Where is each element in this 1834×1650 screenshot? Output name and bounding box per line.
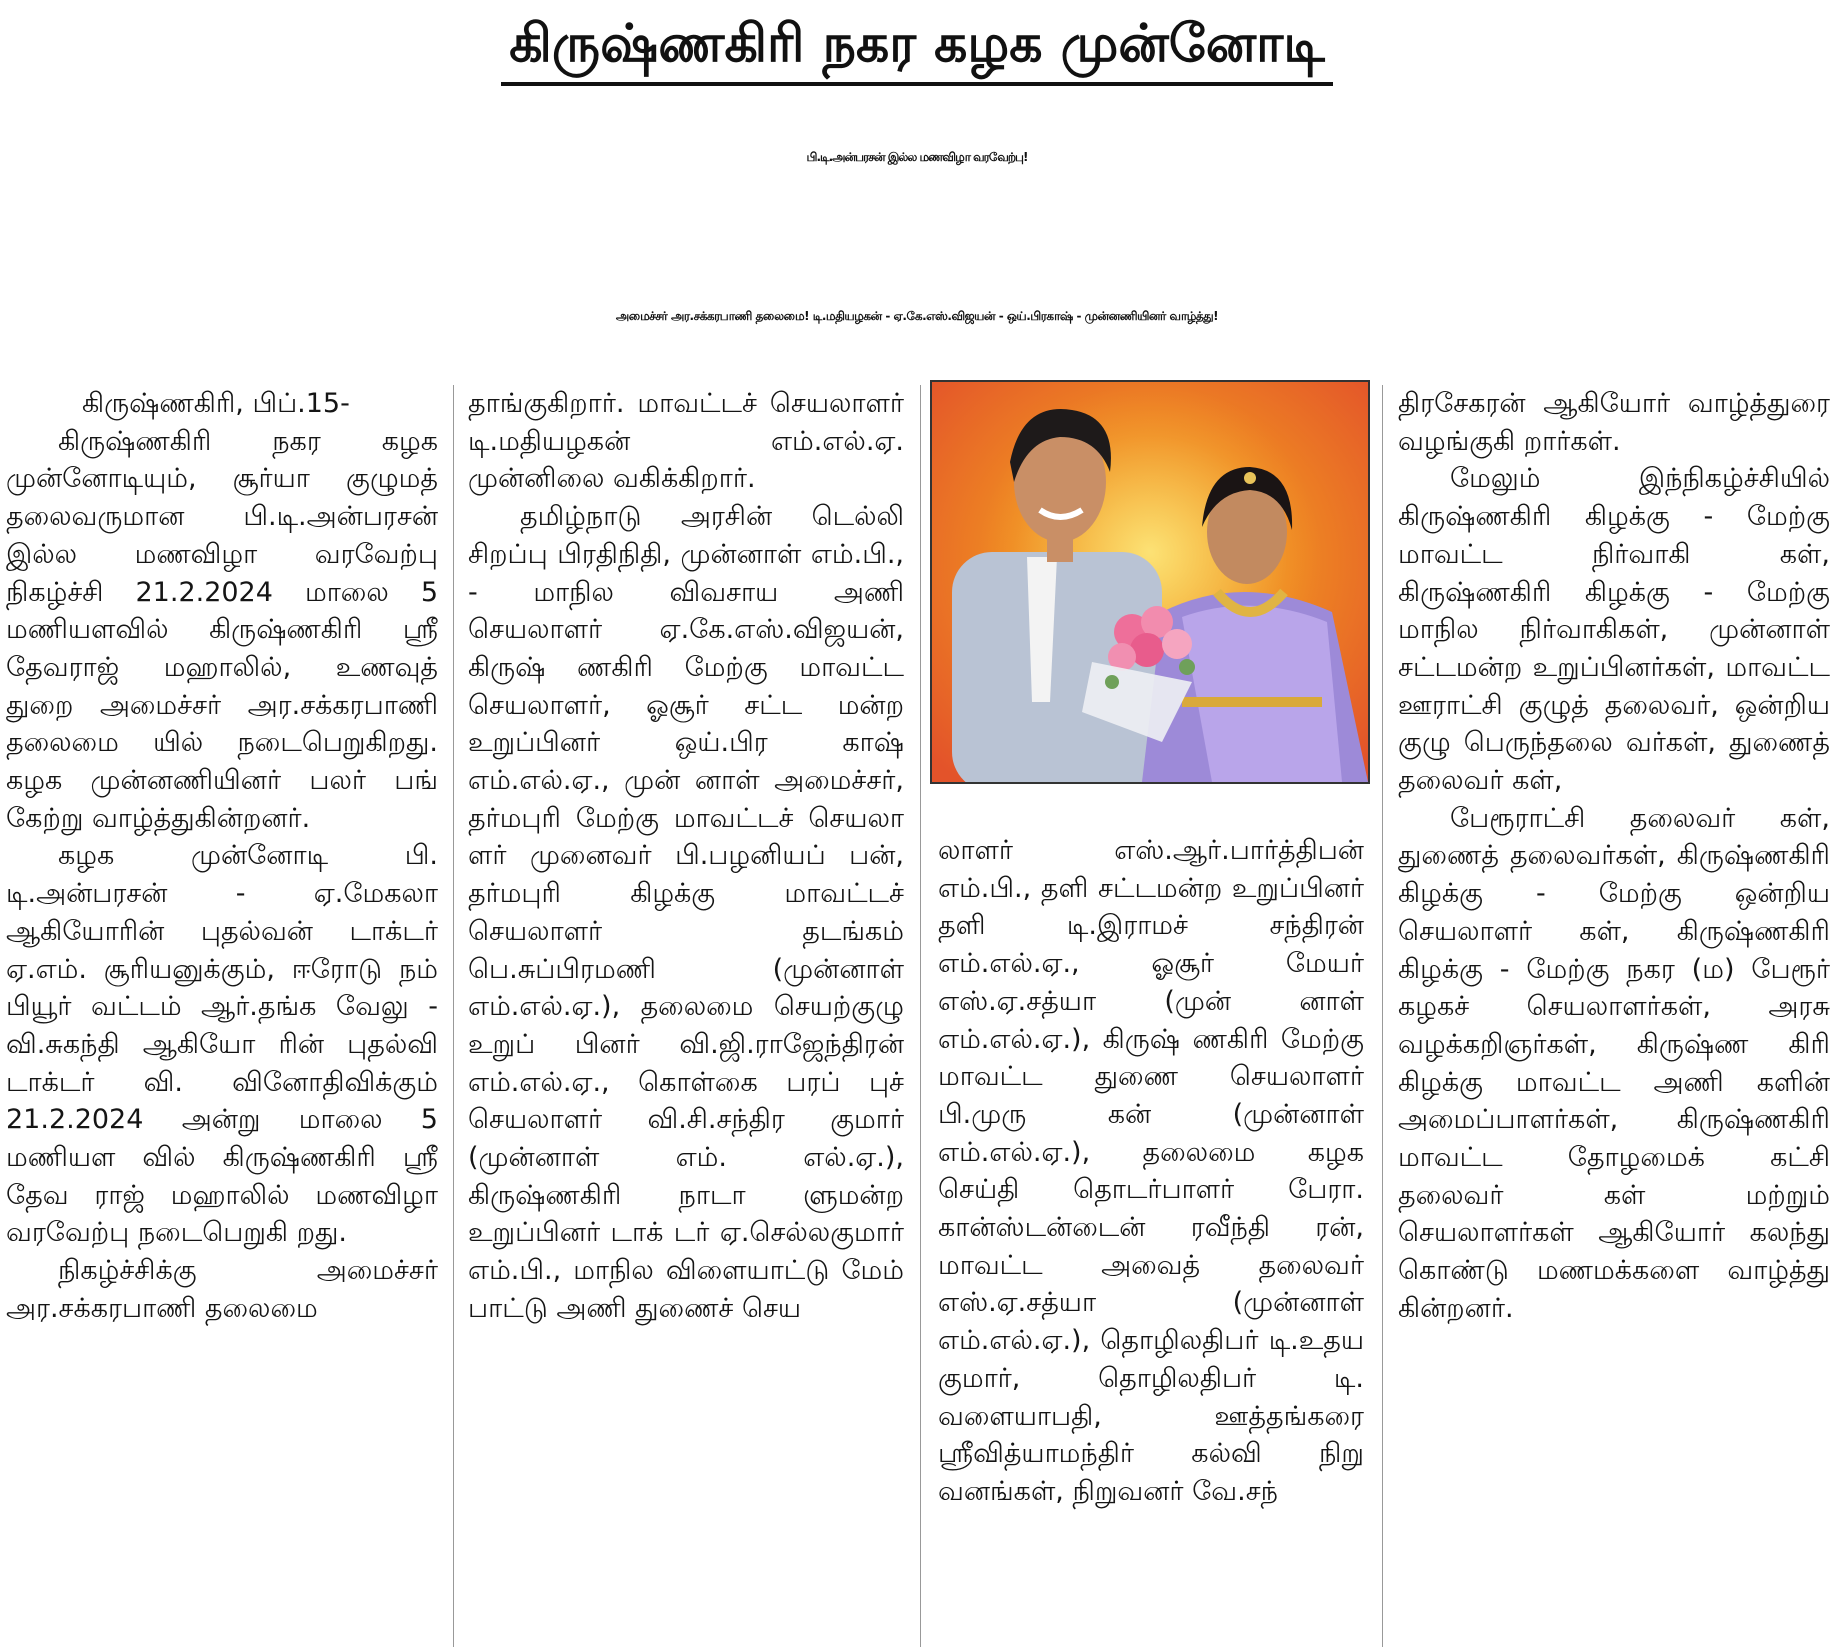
paragraph: திரசேகரன் ஆகியோர் வாழ்த்துரை வழங்குகி றார்கள். [1398,388,1830,457]
article-column-1 [6,385,438,1647]
column-divider [1382,385,1383,1647]
paragraph: பேரூராட்சி தலைவர் கள், துணைத் தலைவர்கள், கிருஷ்ணகிரி கிழக்கு - மேற்கு ஒன்றிய செயலாளர் கள், கிருஷ்ணகிரி கிழக்கு - மேற்கு நகர (ம) பேரூர் கழகச் செயலாளர்கள், அரசு வழக்கறிஞர்கள், கிருஷ்ண கிரி கிழக்கு மாவட்ட அணி களின் அமைப்பாளர்கள், கிருஷ்ணகிரி மாவட்ட தோழமைக் கட்சி தலைவர் கள் மற்றும் செயலாளர்கள் ஆகியோர் கலந்து கொண்டு மணமக்களை வாழ்த்து கின்றனர். [1398,802,1830,1324]
article-column-2 [468,385,904,1647]
couple-portrait-image [932,382,1368,782]
paragraph: தமிழ்நாடு அரசின் டெல்லி சிறப்பு பிரதிநிதி, முன்னாள் எம்.பி., - மாநில விவசாய அணி செயலாளர் ஏ.கே.எஸ்.விஜயன், கிருஷ் ணகிரி மேற்கு மாவட்ட செயலாளர், ஓசூர் சட்ட மன்ற உறுப்பினர் ஒய்.பிர காஷ் எம்.எல்.ஏ., முன் னாள் அமைச்சர், தர்மபுரி மேற்கு மாவட்டச் செயலா ளர் முனைவர் பி.பழனியப் பன், தர்மபுரி கிழக்கு மாவட்டச் செயலாளர் தடங்கம் பெ.சுப்பிரமணி (முன்னாள் எம்.எல்.ஏ.), தலைமை செயற்குழு உறுப் பினர் வி.ஜி.ராஜேந்திரன் எம்.எல்.ஏ., கொள்கை பரப் புச் செயலாளர் வி.சி.சந்திர குமார் (முன்னாள் எம். எல்.ஏ.), கிருஷ்ணகிரி நாடா ளுமன்ற உறுப்பினர் டாக் டர் ஏ.செல்லகுமார் எம்.பி., மாநில விளையாட்டு மேம் பாட்டு அணி துணைச் செய [468,501,904,1324]
column-divider [920,385,921,1647]
article-column-4 [1398,385,1830,1647]
paragraph: கழக முன்னோடி பி. டி.அன்பரசன் - ஏ.மேகலா ஆகியோரின் புதல்வன் டாக்டர் ஏ.எம். சூரியனுக்கும், ஈரோடு நம் பியூர் வட்டம் ஆர்.தங்க வேலு - வி.சுகந்தி ஆகியோ ரின் புதல்வி டாக்டர் வி. வினோதிவிக்கும் 21.2.2024 அன்று மாலை 5 மணியள வில் கிருஷ்ணகிரி ஸ்ரீ தேவ ராஜ் மஹாலில் மணவிழா வரவேற்பு நடைபெறுகி றது. [6,840,438,1249]
article-column-3 [938,832,1364,1647]
paragraph: தாங்குகிறார். மாவட்டச் செயலாளர் டி.மதியழகன் எம்.எல்.ஏ. முன்னிலை வகிக்கிறார். [468,388,904,495]
article-subhead: அமைச்சர் அர.சக்கரபாணி தலைமை! டி.மதியழகன் - ஏ.கே.எஸ்.விஜயன் - ஒய்.பிரகாஷ் - முன்னணியினர் வாழ்த்து! [615,309,1219,323]
paragraph: நிகழ்ச்சிக்கு அமைச்சர் அர.சக்கரபாணி தலைமை [6,1255,438,1324]
article-headline: பி.டி.அன்பரசன் இல்ல மணவிழா வரவேற்பு! [806,150,1028,164]
paragraph: லாளர் எஸ்.ஆர்.பார்த்திபன் எம்.பி., தளி சட்டமன்ற உறுப்பினர் தளி டி.இராமச் சந்திரன் எம்.எல்.ஏ., ஓசூர் மேயர் எஸ்.ஏ.சத்யா (முன் னாள் எம்.எல்.ஏ.), கிருஷ் ணகிரி மேற்கு மாவட்ட துணை செயலாளர் பி.முரு கன் (முன்னாள் எம்.எல்.ஏ.), தலைமை கழக செய்தி தொடர்பாளர் பேரா. கான்ஸ்டன்டைன் ரவீந்தி ரன், மாவட்ட அவைத் தலைவர் எஸ்.ஏ.சத்யா (முன்னாள் எம்.எல்.ஏ.), தொழிலதிபர் டி.உதய குமார், தொழிலதிபர் டி. வளையாபதி, ஊத்தங்கரை ஸ்ரீவித்யாமந்திர் கல்வி நிறு வனங்கள், நிறுவனர் வே.சந் [938,835,1364,1507]
paragraph: மேலும் இந்நிகழ்ச்சியில் கிருஷ்ணகிரி கிழக்கு - மேற்கு மாவட்ட நிர்வாகி கள், கிருஷ்ணகிரி கிழக்கு - மேற்கு மாநில நிர்வாகிகள், முன்னாள் சட்டமன்ற உறுப்பினர்கள், மாவட்ட ஊராட்சி குழுத் தலைவர், ஒன்றிய குழு பெருந்தலை வர்கள், துணைத் தலைவர் கள், [1398,463,1830,797]
dateline: கிருஷ்ணகிரி, பிப்.15- [82,388,350,419]
column-divider [453,385,454,1647]
kicker-text: கிருஷ்ணகிரி நகர கழக முன்னோடி [501,8,1332,86]
paragraph: கிருஷ்ணகிரி நகர கழக முன்னோடியும், சூர்யா குழுமத் தலைவருமான பி.டி.அன்பரசன் இல்ல மணவிழா வரவேற்பு நிகழ்ச்சி 21.2.2024 மாலை 5 மணியளவில் கிருஷ்ணகிரி ஸ்ரீ தேவராஜ் மஹாலில், உணவுத் துறை அமைச்சர் அர.சக்கரபாணி தலைமை யில் நடைபெறுகிறது. கழக முன்னணியினர் பலர் பங் கேற்று வாழ்த்துகின்றனர். [6,425,438,834]
article-kicker [0,8,1834,86]
couple-photo [930,380,1370,784]
